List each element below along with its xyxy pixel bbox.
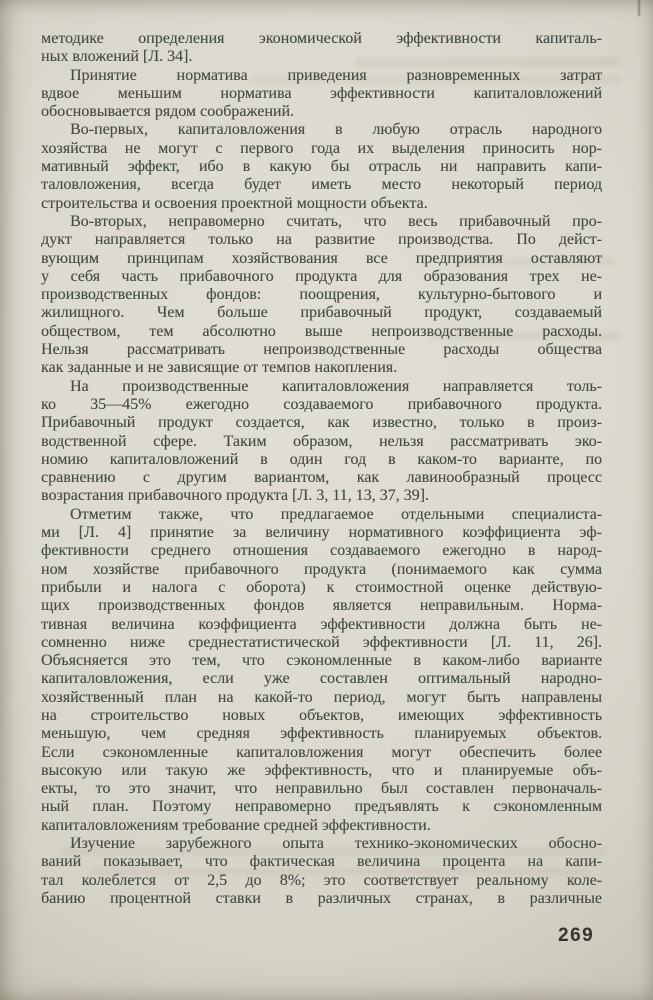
- text-line: Прибавочный продукт создается, как известно, только в произ-: [41, 414, 602, 432]
- text-line: обосновывается рядом соображений.: [41, 103, 294, 121]
- text-line: таловложения, всегда будет иметь место некоторый период: [41, 176, 602, 194]
- paragraph: [41, 835, 602, 908]
- text-line: методике определения экономической эффективности капиталь-: [41, 30, 602, 47]
- text-line: Если сэкономленные капиталовложения могут обеспечить более: [41, 743, 602, 761]
- text-line: хозяйственный план на какой-то период, могут быть направлены: [41, 688, 602, 706]
- scan-edge-artifact: [638, 0, 640, 16]
- text-line: прибыли и налога с оборота) к стоимостной оценке действую-: [41, 578, 602, 596]
- text-line: Отметим также, что предлагаемое отдельными специалиста-: [70, 505, 602, 523]
- paragraph: [41, 506, 602, 835]
- text-line: вующим принципам хозяйствования все предприятия оставляют: [41, 249, 602, 267]
- text-line: банию процентной ставки в различных странах, в различные: [41, 889, 602, 907]
- paragraph: [41, 378, 602, 506]
- text-line: производственных фондов: поощрения, культурно-бытового и: [41, 286, 602, 304]
- text-line: сомненно ниже среднестатистической эффективности [Л. 11, 26].: [41, 633, 602, 651]
- text-line: на строительство новых объектов, имеющих эффективность: [41, 706, 602, 724]
- text-line: ваний показывает, что фактическая величина процента на капи-: [41, 853, 602, 871]
- text-line: ко 35—45% ежегодно создаваемого прибавочного продукта.: [41, 395, 602, 413]
- text-line: мативный эффект, ибо в какую бы отрасль ни направить капи-: [41, 158, 602, 176]
- text-line: екты, то это значит, что неправильно был составлен первоначаль-: [41, 780, 602, 798]
- text-line: щих производственных фондов является неправильным. Норма-: [41, 597, 602, 615]
- text-line: ный план. Поэтому неправомерно предъявлять к сэкономленным: [41, 798, 602, 816]
- paragraph: [41, 213, 602, 378]
- page-number: 269: [558, 925, 595, 946]
- text-line: тал колеблется от 2,5 до 8%; это соответствует реальному коле-: [41, 871, 602, 889]
- text-line: Принятие норматива приведения разновременных затрат: [70, 66, 602, 84]
- text-line: у себя часть прибавочного продукта для образования трех не-: [41, 267, 602, 285]
- paragraph: [41, 121, 602, 212]
- text-line: жилищного. Чем больше прибавочный продукт, создаваемый: [41, 304, 602, 322]
- text-line: номию капиталовложений в один год в каком-то варианте, по: [41, 450, 602, 468]
- text-line: Во-вторых, неправомерно считать, что весь прибавочный про-: [70, 212, 602, 230]
- text-line: сравнению с другим вариантом, как лавинообразный процесс: [41, 469, 602, 487]
- paragraph: [41, 30, 602, 67]
- paragraph: [41, 67, 602, 122]
- text-line: водственной сфере. Таким образом, нельзя рассматривать эко-: [41, 432, 602, 450]
- page-text: [41, 30, 602, 908]
- text-line: хозяйства не могут с первого года их выделения приносить нор-: [41, 139, 602, 157]
- text-line: высокую или такую же эффективность, что и планируемые объ-: [41, 761, 602, 779]
- text-line: тивная величина коэффициента эффективности должна быть не-: [41, 615, 602, 633]
- text-line: строительства и освоения проектной мощности объекта.: [41, 194, 428, 212]
- text-line: капиталовложения, если уже составлен оптимальный народно-: [41, 670, 602, 688]
- text-line: ных вложений [Л. 34].: [41, 48, 193, 66]
- text-line: Нельзя рассматривать непроизводственные расходы общества: [41, 341, 602, 359]
- text-line: На производственные капиталовложения направляется толь-: [70, 377, 602, 395]
- text-line: дукт направляется только на развитие производства. По дейст-: [41, 231, 602, 249]
- text-line: вдвое меньшим норматива эффективности капиталовложений: [41, 84, 602, 102]
- text-line: Объясняется это тем, что сэкономленные в каком-либо варианте: [41, 652, 602, 670]
- text-line: меньшую, чем средняя эффективность планируемых объектов.: [41, 725, 602, 743]
- text-line: Изучение зарубежного опыта технико-экономических обосно-: [70, 835, 602, 853]
- text-line: фективности среднего отношения создаваемого ежегодно в народ-: [41, 542, 602, 560]
- text-line: возрастания прибавочного продукта [Л. 3, 11, 13, 37, 39].: [41, 487, 429, 505]
- text-line: капиталовложениям требование средней эффективности.: [41, 816, 431, 834]
- text-line: обществом, тем абсолютно выше непроизводственные расходы.: [41, 322, 602, 340]
- text-line: Во-первых, капиталовложения в любую отрасль народного: [70, 121, 602, 139]
- text-line: ми [Л. 4] принятие за величину нормативного коэффициента эф-: [41, 524, 602, 542]
- text-line: ном хозяйстве прибавочного продукта (понимаемого как сумма: [41, 560, 602, 578]
- text-line: как заданные и не зависящие от темпов накопления.: [41, 359, 398, 377]
